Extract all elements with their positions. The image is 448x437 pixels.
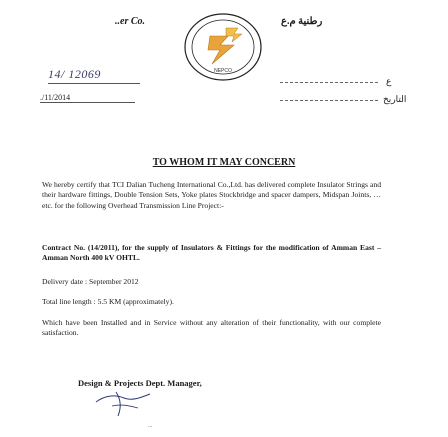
delivery-date-line: Delivery date : September 2012 bbox=[42, 277, 139, 286]
reference-underline bbox=[48, 83, 140, 84]
contract-paragraph: Contract No. (14/2011), for the supply of Insulators & Fittings for the modification of Amman East – Amman North 400 kV OHTL. bbox=[42, 243, 381, 263]
logo-label: NEPCO bbox=[214, 68, 232, 74]
letter-title: TO WHOM IT MAY CONCERN bbox=[152, 157, 296, 168]
signatory-title: Design & Projects Dept. Manager, bbox=[78, 378, 202, 388]
arabic-ref-label: ع bbox=[386, 76, 392, 86]
company-name-header: ..er Co. bbox=[115, 16, 145, 27]
company-logo bbox=[182, 12, 264, 82]
arabic-ref-line bbox=[280, 82, 378, 83]
letter-date: ./11/2014 bbox=[40, 93, 71, 102]
line-length-line: Total line length : 5.5 KM (approximately). bbox=[42, 297, 174, 306]
reference-number: 14/ 12069 bbox=[48, 67, 101, 81]
arabic-date-line bbox=[280, 100, 378, 101]
stamp-fragment: ... bbox=[148, 423, 153, 429]
certification-paragraph: We hereby certify that TCI Dalian Tucheng International Co.,Ltd. has delivered complete Insulator Strings and their hardware fittings, Double Tension Sets, Yoke plates Stockbridge and spacer dampers, Midspan Joints, … etc. for the following Overhead Transmission Line Project:- bbox=[42, 180, 381, 210]
company-name-arabic: رطنية م.ع bbox=[281, 16, 323, 27]
date-underline bbox=[40, 102, 135, 103]
signature-image bbox=[94, 388, 154, 418]
arabic-date-label: التاريخ bbox=[383, 94, 407, 104]
service-paragraph: Which have been Installed and in Service without any alteration of their functionality, with our complete satisfaction. bbox=[42, 318, 381, 338]
